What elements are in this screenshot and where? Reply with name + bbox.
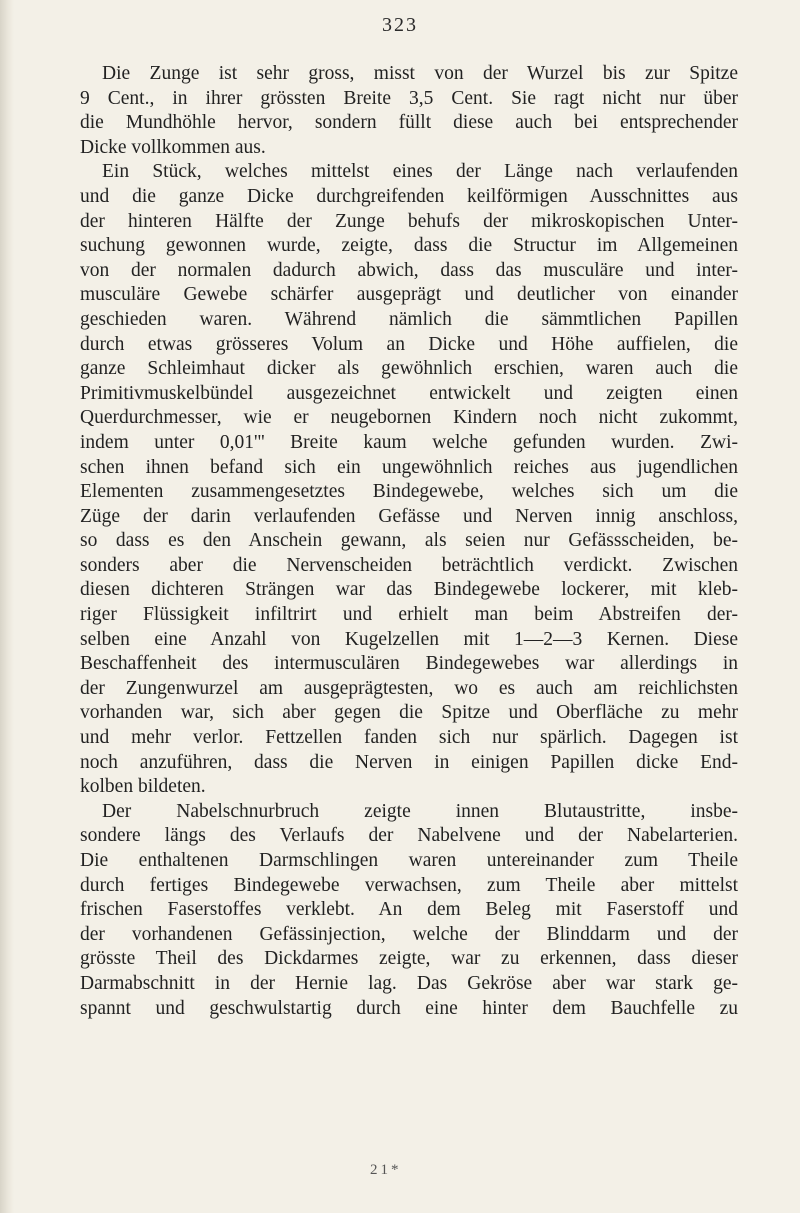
- text-line: Primitivmuskelbündel ausgezeichnet entwickelt und zeigten einen: [80, 382, 738, 404]
- printer-signature-mark: 21*: [370, 1162, 402, 1178]
- text-line: der hinteren Hälfte der Zunge behufs der mikroskopischen Unter-: [80, 210, 738, 232]
- text-line: vorhanden war, sich aber gegen die Spitze und Oberfläche zu mehr: [80, 702, 738, 724]
- text-line: Ein Stück, welches mittelst eines der Länge nach verlaufenden: [102, 161, 738, 183]
- text-line: Die enthaltenen Darmschlingen waren untereinander zum Theile: [80, 850, 738, 871]
- text-line: suchung gewonnen wurde, zeigte, dass die Structur im Allgemeinen: [80, 235, 738, 257]
- page-number: 323: [382, 14, 418, 36]
- text-line: kolben bildeten.: [80, 776, 206, 798]
- text-line: die Mundhöhle hervor, sondern füllt diese auch bei entsprechender: [80, 112, 738, 134]
- text-line: ganze Schleimhaut dicker als gewöhnlich erschien, waren auch die: [80, 358, 738, 380]
- text-line: Züge der darin verlaufenden Gefässe und Nerven innig anschloss,: [80, 505, 738, 527]
- text-line: sonders aber die Nervenscheiden beträchtlich verdickt. Zwischen: [80, 554, 738, 576]
- text-line: so dass es den Anschein gewann, als seien nur Gefässscheiden, be-: [80, 530, 738, 552]
- text-line: 9 Cent., in ihrer grössten Breite 3,5 Cent. Sie ragt nicht nur über: [80, 87, 738, 109]
- body-text: [80, 62, 738, 1021]
- text-line: selben eine Anzahl von Kugelzellen mit 1—2—3 Kernen. Diese: [80, 628, 738, 650]
- text-line: grösste Theil des Dickdarmes zeigte, war zu erkennen, dass dieser: [80, 948, 738, 970]
- binding-edge: [0, 0, 14, 1213]
- text-line: riger Flüssigkeit infiltrirt und erhielt man beim Abstreifen der-: [80, 604, 738, 626]
- text-line: schen ihnen befand sich ein ungewöhnlich reiches aus jugendlichen: [80, 456, 738, 478]
- text-line: durch etwas grösseres Volum an Dicke und Höhe auffielen, die: [80, 333, 738, 355]
- text-line: der vorhandenen Gefässinjection, welche der Blinddarm und der: [80, 923, 738, 945]
- text-line: durch fertiges Bindegewebe verwachsen, zum Theile aber mittelst: [80, 874, 738, 896]
- text-line: von der normalen dadurch abwich, dass das musculäre und inter-: [80, 259, 738, 281]
- text-line: geschieden waren. Während nämlich die sämmtlichen Papillen: [80, 308, 738, 330]
- text-line: Dicke vollkommen aus.: [80, 136, 266, 158]
- text-line: Die Zunge ist sehr gross, misst von der Wurzel bis zur Spitze: [102, 63, 738, 84]
- text-line: diesen dichteren Strängen war das Bindegewebe lockerer, mit kleb-: [80, 579, 738, 601]
- text-line: und die ganze Dicke durchgreifenden keilförmigen Ausschnittes aus: [80, 185, 738, 207]
- text-line: Querdurchmesser, wie er neugebornen Kindern noch nicht zukommt,: [80, 407, 738, 429]
- text-line: und mehr verlor. Fettzellen fanden sich nur spärlich. Dagegen ist: [80, 727, 738, 749]
- text-line: Beschaffenheit des intermusculären Bindegewebes war allerdings in: [80, 653, 738, 675]
- text-line: der Zungenwurzel am ausgeprägtesten, wo es auch am reichlichsten: [80, 677, 738, 699]
- text-line: musculäre Gewebe schärfer ausgeprägt und deutlicher von einander: [80, 284, 738, 306]
- text-line: Elementen zusammengesetztes Bindegewebe, welches sich um die: [80, 481, 738, 503]
- text-line: noch anzuführen, dass die Nerven in einigen Papillen dicke End-: [80, 751, 738, 773]
- text-line: Der Nabelschnurbruch zeigte innen Blutaustritte, insbe-: [102, 800, 738, 822]
- text-line: sondere längs des Verlaufs der Nabelvene und der Nabelarterien.: [80, 825, 738, 847]
- text-line: indem unter 0,01''' Breite kaum welche gefunden wurden. Zwi-: [80, 431, 738, 453]
- text-line: frischen Faserstoffes verklebt. An dem Beleg mit Faserstoff und: [80, 899, 738, 921]
- text-line: Darmabschnitt in der Hernie lag. Das Gekröse aber war stark ge-: [80, 972, 738, 994]
- text-line: spannt und geschwulstartig durch eine hinter dem Bauchfelle zu: [80, 997, 738, 1019]
